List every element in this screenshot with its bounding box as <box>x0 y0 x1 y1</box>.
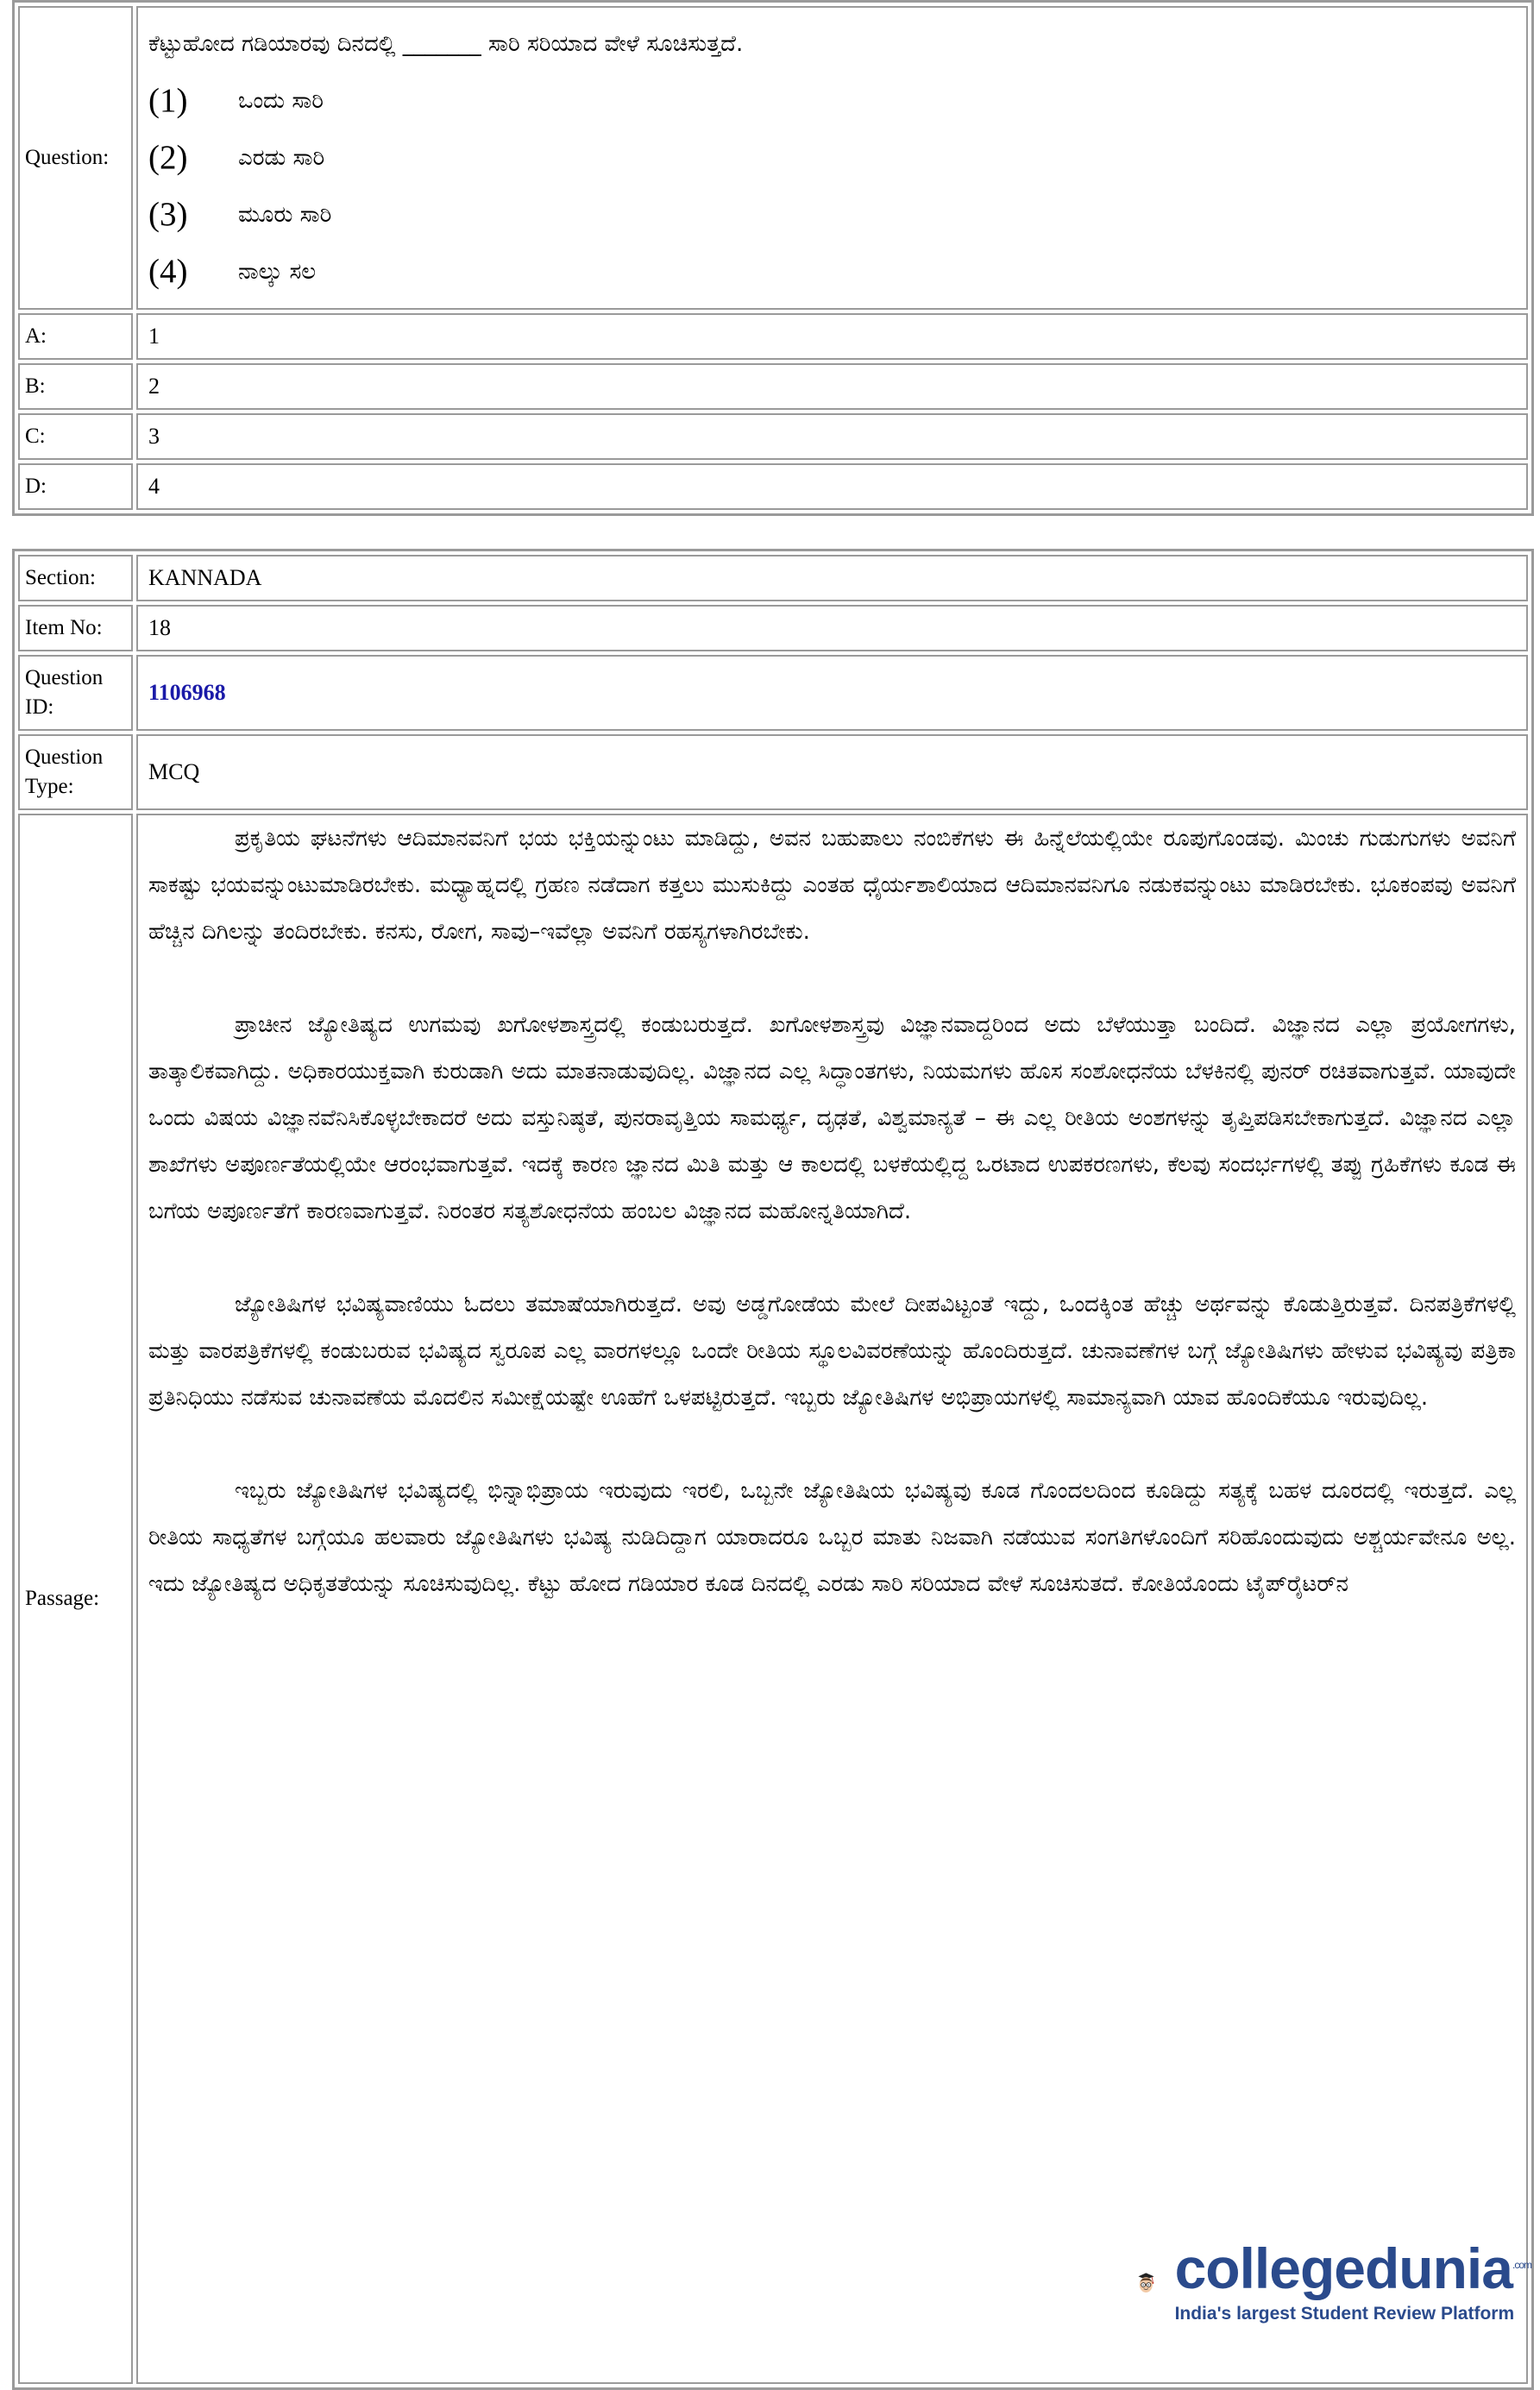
answer-a-label: A: <box>18 313 133 360</box>
answer-a-value: 1 <box>136 313 1528 360</box>
question-type-value: MCQ <box>136 734 1528 810</box>
logo-text <box>1174 2236 1531 2324</box>
answer-b-value: 2 <box>136 363 1528 410</box>
option-4: (4) ನಾಲ್ಕು ಸಲ <box>148 253 317 290</box>
option-1: (1) ಒಂದು ಸಾರಿ <box>148 82 324 119</box>
answer-c-value: 3 <box>136 413 1528 460</box>
collegedunia-watermark <box>1135 2217 1531 2347</box>
answer-d-label: D: <box>18 463 133 510</box>
brand-name: collegedunia$^{.com}$ <box>1174 2236 1531 2300</box>
answer-d-value: 4 <box>136 463 1528 510</box>
answer-c-label: C: <box>18 413 133 460</box>
question-label: Question: <box>18 6 133 310</box>
item-no-value: 18 <box>136 605 1528 651</box>
passage-paragraph: ಪ್ರಕೃತಿಯ ಘಟನೆಗಳು ಆದಿಮಾನವನಿಗೆ ಭಯ ಭಕ್ತಿಯನ್ನುಂಟು ಮಾಡಿದ್ದು, ಅವನ ಬಹುಪಾಲು ನಂಬಿಕೆಗಳು ಈ ಹಿನ್ನೆಲೆಯಲ್ಲಿಯೇ ರೂಪುಗೊಂಡವು. ಮಿಂಚು ಗುಡುಗುಗಳು ಅವನಿಗೆ ಸಾಕಷ್ಟು ಭಯವನ್ನುಂಟುಮಾಡಿರಬೇಕು. ಮಧ್ಯಾಹ್ನದಲ್ಲಿ ಗ್ರಹಣ ನಡೆದಾಗ ಕತ್ತಲು ಮುಸುಕಿದ್ದು ಎಂತಹ ಧೈರ್ಯಶಾಲಿಯಾದ ಆದಿಮಾನವನಿಗೂ ನಡುಕವನ್ನುಂಟು ಮಾಡಿರಬೇಕು. ಭೂಕಂಪವು ಅವನಿಗೆ ಹೆಚ್ಚಿನ ದಿಗಿಲನ್ನು ತಂದಿರಬೇಕು. ಕನಸು, ರೋಗ, ಸಾವು–ಇವೆಲ್ಲಾ ಅವನಿಗೆ ರಹಸ್ಯಗಳಾಗಿರಬೇಕು. <box>148 826 1516 945</box>
question-id-link[interactable]: 1106968 <box>136 655 1528 731</box>
passage-paragraph: ಇಬ್ಬರು ಜ್ಯೋತಿಷಿಗಳ ಭವಿಷ್ಯದಲ್ಲಿ ಭಿನ್ನಾಭಿಪ್ರಾಯ ಇರುವುದು ಇರಲಿ, ಒಬ್ಬನೇ ಜ್ಯೋತಿಷಿಯ ಭವಿಷ್ಯವು ಕೂಡ ಗೊಂದಲದಿಂದ ಕೂಡಿದ್ದು ಸತ್ಯಕ್ಕೆ ಬಹಳ ದೂರದಲ್ಲಿ ಇರುತ್ತದೆ. ಎಲ್ಲ ರೀತಿಯ ಸಾಧ್ಯತೆಗಳ ಬಗ್ಗೆಯೂ ಹಲವಾರು ಜ್ಯೋತಿಷಿಗಳು ಭವಿಷ್ಯ ನುಡಿದಿದ್ದಾಗ ಯಾರಾದರೂ ಒಬ್ಬರ ಮಾತು ನಿಜವಾಗಿ ನಡೆಯುವ ಸಂಗತಿಗಳೊಂದಿಗೆ ಸರಿಹೊಂದುವುದು ಅಶ್ಚರ್ಯವೇನೂ ಅಲ್ಲ. ಇದು ಜ್ಯೋತಿಷ್ಯದ ಅಧಿಕೃತತೆಯನ್ನು ಸೂಚಿಸುವುದಿಲ್ಲ. ಕೆಟ್ಟು ಹೋದ ಗಡಿಯಾರ ಕೂಡ ದಿನದಲ್ಲಿ ಎರಡು ಸಾರಿ ಸರಿಯಾದ ವೇಳೆ ಸೂಚಿಸುತದೆ. ಕೋತಿಯೊಂದು ಟೈಪ್‌ರೈಟರ್‌ನ <box>148 1478 1516 1597</box>
answer-b-label: B: <box>18 363 133 410</box>
passage-label: Passage: <box>18 814 133 2384</box>
passage-body <box>136 814 1528 2384</box>
question-type-label: Question Type: <box>18 734 133 810</box>
brand-tagline: India's largest Student Review Platform <box>1174 2304 1515 2324</box>
passage-table <box>12 549 1534 2390</box>
question-text: ಕೆಟ್ಟುಹೋದ ಗಡಿಯಾರವು ದಿನದಲ್ಲಿ _______ ಸಾರಿ ಸರಿಯಾದ ವೇಳೆ ಸೂಚಿಸುತ್ತದೆ. <box>148 31 744 57</box>
question-cell <box>136 6 1528 310</box>
mascot-icon <box>1135 2222 1158 2343</box>
item-no-label: Item No: <box>18 605 133 651</box>
option-3: (3) ಮೂರು ಸಾರಿ <box>148 196 332 233</box>
question-table <box>12 0 1534 516</box>
section-value: KANNADA <box>136 555 1528 601</box>
passage-paragraph: ಜ್ಯೋತಿಷಿಗಳ ಭವಿಷ್ಯವಾಣಿಯು ಓದಲು ತಮಾಷೆಯಾಗಿರುತ್ತದೆ. ಅವು ಅಡ್ಡಗೋಡೆಯ ಮೇಲೆ ದೀಪವಿಟ್ಟಂತೆ ಇದ್ದು, ಒಂದಕ್ಕಿಂತ ಹೆಚ್ಚು ಅರ್ಥವನ್ನು ಕೊಡುತ್ತಿರುತ್ತವೆ. ದಿನಪತ್ರಿಕೆಗಳಲ್ಲಿ ಮತ್ತು ವಾರಪತ್ರಿಕೆಗಳಲ್ಲಿ ಕಂಡುಬರುವ ಭವಿಷ್ಯದ ಸ್ವರೂಪ ಎಲ್ಲ ವಾರಗಳಲ್ಲೂ ಒಂದೇ ರೀತಿಯ ಸ್ಥೂಲವಿವರಣೆಯನ್ನು ಹೊಂದಿರುತ್ತದೆ. ಚುನಾವಣೆಗಳ ಬಗ್ಗೆ ಜ್ಯೋತಿಷಿಗಳು ಹೇಳುವ ಭವಿಷ್ಯವು ಪತ್ರಿಕಾ ಪ್ರತಿನಿಧಿಯು ನಡೆಸುವ ಚುನಾವಣೆಯ ಮೊದಲಿನ ಸಮೀಕ್ಷೆಯಷ್ಟೇ ಊಹೆಗೆ ಒಳಪಟ್ಟಿರುತ್ತದೆ. ಇಬ್ಬರು ಜ್ಯೋತಿಷಿಗಳ ಅಭಿಪ್ರಾಯಗಳಲ್ಲಿ ಸಾಮಾನ್ಯವಾಗಿ ಯಾವ ಹೊಂದಿಕೆಯೂ ಇರುವುದಿಲ್ಲ. <box>148 1292 1516 1411</box>
section-label: Section: <box>18 555 133 601</box>
option-2: (2) ಎರಡು ಸಾರಿ <box>148 139 325 176</box>
question-id-label: Question ID: <box>18 655 133 731</box>
passage-paragraph: ಪ್ರಾಚೀನ ಜ್ಯೋತಿಷ್ಯದ ಉಗಮವು ಖಗೋಳಶಾಸ್ತ್ರದಲ್ಲಿ ಕಂಡುಬರುತ್ತದೆ. ಖಗೋಳಶಾಸ್ತ್ರವು ವಿಜ್ಞಾನವಾದ್ದರಿಂದ ಅದು ಬೆಳೆಯುತ್ತಾ ಬಂದಿದೆ. ವಿಜ್ಞಾನದ ಎಲ್ಲಾ ಪ್ರಯೋಗಗಳು, ತಾತ್ಕಾಲಿಕವಾಗಿದ್ದು. ಅಧಿಕಾರಯುಕ್ತವಾಗಿ ಕುರುಡಾಗಿ ಅದು ಮಾತನಾಡುವುದಿಲ್ಲ. ವಿಜ್ಞಾನದ ಎಲ್ಲ ಸಿದ್ಧಾಂತಗಳು, ನಿಯಮಗಳು ಹೊಸ ಸಂಶೋಧನೆಯ ಬೆಳಕಿನಲ್ಲಿ ಪುನರ್ ರಚಿತವಾಗುತ್ತವೆ. ಯಾವುದೇ ಒಂದು ವಿಷಯ ವಿಜ್ಞಾನವೆನಿಸಿಕೊಳ್ಳಬೇಕಾದರೆ ಅದು ವಸ್ತುನಿಷ್ಠತೆ, ಪುನರಾವೃತ್ತಿಯ ಸಾಮರ್ಥ್ಯ, ದೃಢತೆ, ವಿಶ್ವಮಾನ್ಯತೆ – ಈ ಎಲ್ಲ ರೀತಿಯ ಅಂಶಗಳನ್ನು ತೃಪ್ತಿಪಡಿಸಬೇಕಾಗುತ್ತದೆ. ವಿಜ್ಞಾನದ ಎಲ್ಲಾ ಶಾಖೆಗಳು ಅಪೂರ್ಣತೆಯಲ್ಲಿಯೇ ಆರಂಭವಾಗುತ್ತವೆ. ಇದಕ್ಕೆ ಕಾರಣ ಜ್ಞಾನದ ಮಿತಿ ಮತ್ತು ಆ ಕಾಲದಲ್ಲಿ ಬಳಕೆಯಲ್ಲಿದ್ದ ಒರಟಾದ ಉಪಕರಣಗಳು, ಕೆಲವು ಸಂದರ್ಭಗಳಲ್ಲಿ ತಪ್ಪು ಗ್ರಹಿಕೆಗಳು ಕೂಡ ಈ ಬಗೆಯ ಅಪೂರ್ಣತೆಗೆ ಕಾರಣವಾಗುತ್ತವೆ. ನಿರಂತರ ಸತ್ಯಶೋಧನೆಯ ಹಂಬಲ ವಿಜ್ಞಾನದ ಮಹೋನ್ನತಿಯಾಗಿದೆ. <box>148 1012 1516 1224</box>
